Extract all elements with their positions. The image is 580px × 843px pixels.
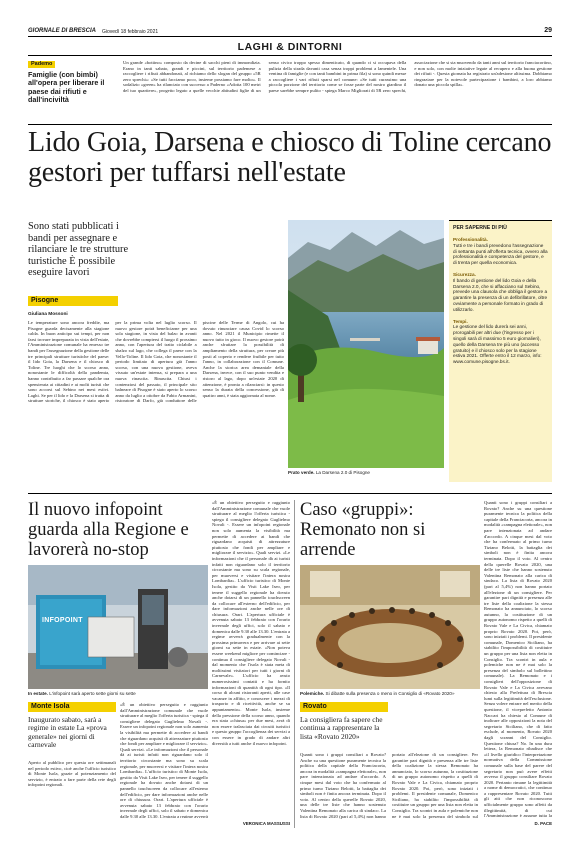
main-location-tag: Pisogne xyxy=(28,296,118,306)
main-body: Le temperature sono ancora freddie, ma Pisogne guarda decisamente alla stagione calda. In buon anticipo sui tempi, per non farsi trovare impreparata in vista dell'estate, l'Amministrazione comunale ha emesso tre bandi per l'assegnazione della gestione delle tre principali strutture turistiche del paese: il lido Goia, la Darsena e il chiosco di Toline. Tre luoghi che lo scorso anno, nonostante le difficoltà della pandemia, hanno contribuito a far passare qualche ora spensierata ai cittadini e ai molti turisti che sono accorsi sul Sebino nei mesi estivi. Laghi. Se per il lido e la Darsena si tratta di strutture storiche, il chiosco è stato aperto per la prima volta nel luglio scorso. Il nuovo gestore potrà beneficiarne per una sola stagione, in vista del balzo in avanti che dovrebbe compiersi il luogo il prossimo anno, con l'apertura del tratto ciclabile a sbalzo sul lago, che collega il paese con la Vello-Toline. Il lido Goia, che nonostante il periodo limitato di apertura già l'anno scorso, con una nuova gestione, aveva vissuto un'estate intensa, si prepara a una nuova rinascita. Rinascita. Chiusi i contenziosi del passato, il principale sito balneare di Pisogne è stato aperto lo scorso anno da luglio a ottobre da Fabio Armanini, ristoratore di Darfo, già conduttore delle piscine delle Terme di Angolo, cui ha dovuto rinunciare causa Covid lo scorso anno. Nel 2021 il Municipio rimette il nuovo tutto in gioco. Il nuovo gestore potrà anche sfruttare la possibilità di ampliamento della struttura, per creare più posti al coperto e rendere fruibile per tutto l'anno, in collaborazione con il Comune. Anche la storica area demaniale della Darsena, invece, con il suo punto vendita e ristoro al lago, dopo un'estate 2020 di attenzione, è pronta a rilanciarsi: in questo senso la durata della concessione, già di quattro anni, è stata aggiornata al nome. xyxy=(28,320,284,404)
infopoint-sign-image xyxy=(28,565,208,689)
infopoint-headline: Il nuovo infopoint guarda alla Regione e lavorerà no-stop xyxy=(28,500,189,560)
caso-photo xyxy=(300,565,480,689)
caso-author: D. PACE xyxy=(534,821,552,826)
sidebar-item-text: Le gestione del lido durerà sei anni, prorogabili per altri due (l'ingresso per i singoli sarà di massimo 5 euro giornalieri), quello della Darsena tre più uno (accesso gratuito) e il chiosco solo per la stagione estiva 2021. Offerte entro il 12 marzo, info: www.comune.pisogne.bs.it. xyxy=(453,324,542,365)
main-photo-caption-lead: Prato verde. xyxy=(288,470,315,475)
caso-caption xyxy=(300,691,480,697)
main-story-rule xyxy=(28,493,552,494)
caso-body: Quanti sono i gruppi consiliari a Rovato? Anche su una questione puramente tecnica la politica della capitale della Franciacorta, ancora in modalità «campagna elettorale», non pare intenzionata ad andare d'accordo. A cinque mesi dal voto che ha confermato al primo turno Tiziano Belotti, la battaglia dei simboli non è finita ancora terminata. Dopo il voto. Al centro della querelle Rovato 2020, una delle tre liste che hanno sostenuto Valentina Remonato alla carica di sindaco. La lista di Rovato 2020 (pari al 5,4%) non hanno portato all'elezione di un consigliere. Per garantire pari dignità e presenza alle tre liste della coalizione la stessa Remonato ha annunciato, lo scorso autunno, la costituzione di un gruppo autonomo rispetto a quelli di Rovato Vale e La Civica, chiamato proprio Rovato 2020. Poi, però, sono iniziati i problemi. Il presidente comunale, Domenico Siciliano, ha stabilito l'impossibilità di costituire un gruppo per una lista non eletta in Consiglio. Tra scontri in aula e polemiche non ne è mai solo la presenza del simbolo sul xyxy=(300,752,478,819)
top-story-headline: Famiglie (con bimbi) all'opera per liberare il paese dai rifiuti e dall'inciviltà xyxy=(28,70,105,104)
page-number: 29 xyxy=(544,27,552,34)
infopoint-photo xyxy=(28,565,208,689)
caso-body-continued: Quanti sono i gruppi consiliari a Rovato? Anche su una questione puramente tecnica la politica della capitale della Franciacorta, ancora in modalità «campagna elettorale», non pare intenzionata ad andare d'accordo. A cinque mesi dal voto che ha confermato al primo turno Tiziano Belotti, la battaglia dei simboli non è finita ancora terminata. Dopo il voto. Al centro della querelle Rovato 2020, una delle tre liste che hanno sostenuto Valentina Remonato alla carica di sindaco. La lista di Rovato 2020 (pari al 5,4%) non hanno portato all'elezione di un consigliere. Per garantire pari dignità e presenza alle tre liste della coalizione la stessa Remonato ha annunciato, lo scorso autunno, la costituzione di un gruppo autonomo rispetto a quelli di Rovato Vale e La Civica, chiamato proprio Rovato 2020. Poi, però, sono iniziati i problemi. Il presidente comunale, Domenico Siciliano, ha stabilito l'impossibilità di costituire un gruppo per una lista non eletta in Consiglio. Tra scontri in aula e polemiche non ne è mai solo la presenza del simbolo sul bollettino comunale). La Remonato e i consiglieri dell'opposizione di Rovato Vale e La Civica avevano chiesto alla Prefettura di Brescia lumi sulla legittimità dell'esclusione. Senza volere entrare nel merito della questione, il viceprefetto Antonio Naccari ha chiesto al Comune di inoltrare alle opposizioni la nota del segretario Siciliano, che di fatto esclude, al momento, Rovato 2020 dagli scranni del Consiglio. Questione chiusa? No. In una dura lettera, la Remonato ribadisce che «il livello giuridico l'interpretazione normativa della Commissione comunale sulla base del parere del segretario non può avere effetti avverso il gruppo consiliare Rovato 2020. Pertanto rimane la legittimità a nome di democratici, che continuo a rappresentare Rovato 2020. Tutti gli atti che non riconoscono ufficialmente gruppo sono affetti da illegittimità, di cui l'Amministrazione è assume tutta la xyxy=(484,500,552,819)
infopoint-caption-lead: In estate. xyxy=(28,691,48,696)
caso-caption-lead: Polemiche. xyxy=(300,691,325,696)
masthead: GIORNALE DI BRESCIA xyxy=(28,28,97,34)
sidebar-item-lead: Professionalità. xyxy=(453,237,488,242)
sidebar-item-lead: Tempi. xyxy=(453,318,468,324)
caso-location-tag: Rovato xyxy=(300,702,388,712)
column-divider xyxy=(294,500,295,828)
infopoint-caption-text: L'infopoint sarà aperto sette giorni su sette xyxy=(49,691,136,696)
main-author: Giuliana Mossoni xyxy=(28,312,68,317)
top-story-rule xyxy=(28,124,552,125)
main-subheadline: Sono stati pubblicati i bandi per assegnare e rilanciare le tre strutture turistiche È possibile eseguire lavori xyxy=(28,221,129,279)
infopoint-body-intro: Aperto al pubblico per questa ore settimanali nel periodo estivo, cioè anche l'ufficio turistico di Monte Isola, grazie al potenziamento del servizio, è entrato a fare parte della rete degli infopoint regionali. xyxy=(28,760,116,788)
main-photo xyxy=(288,220,444,468)
infopoint-location-tag: Monte Isola xyxy=(28,702,116,712)
lake-landscape-image xyxy=(288,220,444,468)
top-story-tag: Pademo xyxy=(28,61,55,68)
sidebar-item xyxy=(453,237,548,266)
infopoint-body-continued: «È un obiettivo perseguito e raggiunto dall'Amministrazione comunale che vuole strutturare al meglio l'offerta turistica - spiega il consigliere delegato Guglielmo Novali -. Essere un infopoint regionale non solo aumenta la visibilità ma permette di accedere ai bandi che riguardano acquisti di attrezzature piuttosto che fondi per ampliare e migliorare il servizio». Quali servizi. «Le informazioni che il personale dà ai turisti infatti non riguardano solo il territorio circostante ma sono su scala regionale, per muoversi e visitare l'intera nostra Lombardia». L'ufficio turistico di Monte Isola, gestito da Visit Lake Iseo, per tenere il suggello regionale ha dovuto anche dotarsi di un pannello touchscreen da collocare all'esterno dell'edificio, per dare informazioni anche nelle ore di chiusura. Orari. L'apertura ufficiale è avvenuta sabato 13 febbraio con l'orario invernale degli uffici, solo il sabato e domenica dalle 9.30 alle 13.30. L'entrata a regime avverrà gradualmente con la prossima primavera e per arrivare ai sette giorni su sette in estate. «Non poteva essere weekend migliore per cominciare - continua il consigliere delegato Novali - dal momento che l'isola è stata meta di moltissimi visitatori per tutti i giorni di Carnevale». L'ufficio ha avuto numerosissimi contatti e ha fornito informazioni di quantità di ogni tipo. «Il corso di alcuni ristoranti aperti, alle case vacanze in affitto, e conoscere i mezzi di trasporto e di ricettività, anche se su appuntamento». Monte Isola, insieme della pressione della scorso anno, quando era stata «chiusa» per due mesi, avrà di non essere tralasciata dai circuiti turistici e questo gruppo l'accoglienza dei servizi a con essere in grado di andare altri diversità a tutti anche il nuovo infopoint. xyxy=(212,500,290,746)
infopoint-subheadline: Inaugurato sabato, sarà a regime in estate La «prova generale» nei giorni di carnevale xyxy=(28,715,107,749)
infopoint-author: VERONICA MASSUSSI xyxy=(242,821,290,826)
main-headline: Lido Goia, Darsena e chiosco di Toline cercano gestori per tuffarsi nell'estate xyxy=(28,127,552,188)
infopoint-body-quote: «È un obiettivo perseguito e raggiunto dall'Amministrazione comunale che vuole strutturare al meglio l'offerta turistica - spiega il consigliere delegato Guglielmo Novali -. Essere un infopoint regionale non solo aumenta la visibilità ma permette di accedere ai bandi che riguardano acquisti di attrezzature piuttosto che fondi per ampliare e migliorare il servizio». Quali servizi. «Le informazioni che il personale dà ai turisti infatti non riguardano solo il territorio circostante ma sono su scala regionale, per muoversi e visitare l'intera nostra Lombardia». L'ufficio turistico di Monte Isola, gestito da Visit Lake Iseo, per tenere il suggello regionale ha dovuto anche dotarsi di un pannello touchscreen da collocare all'esterno dell'edificio, per dare informazioni anche nelle ore di chiusura. Orari. L'apertura ufficiale è avvenuta sabato 13 febbraio con l'orario invernale degli uffici, solo il sabato e domenica dalle 9.30 alle 13.30. L'entrata a regime avverrà xyxy=(120,702,208,818)
main-photo-caption-text: La Darsena 2.0 di Pisogne xyxy=(315,470,370,475)
masthead-bar xyxy=(28,28,552,37)
sidebar-item xyxy=(453,272,548,313)
council-room-image xyxy=(300,565,480,689)
sidebar-item-text: Tutti e tre i bandi prevedono l'assegnazione di settanta punti all'offerta tecnica, ovvero alla professionalità e competenza del gestore, e di trenta per quella economica. xyxy=(453,242,548,266)
issue-date: Giovedì 18 febbraio 2021 xyxy=(102,28,159,35)
caso-caption-text: Si dibatte sulla presenza o meno in Consiglio di «Rovato 2020» xyxy=(325,691,455,696)
sidebar-box xyxy=(449,220,552,482)
sidebar-item-text: Il bando di gestione del lido Goia e della Darsena 2.0, che si affacciano sul Sebino, prevede una clausola che obbliga il gestore a garantire la presenza di un defibrillatore, oltre ovviamente a personale formato in grado di utilizzarlo. xyxy=(453,277,548,312)
infopoint-caption xyxy=(28,691,208,697)
infopoint-sign-label: INFOPOINT xyxy=(42,617,83,624)
main-photo-caption xyxy=(288,470,444,476)
infopoint-body-col2 xyxy=(212,500,290,820)
caso-headline: Caso «gruppi»: Remonato non si arrende xyxy=(300,500,426,560)
caso-body-col3 xyxy=(484,500,552,820)
sidebar-item xyxy=(453,319,548,365)
section-rule xyxy=(28,55,552,56)
sidebar-item-lead: Sicurezza. xyxy=(453,271,476,277)
top-story-body: Un grande «bottino» composto da decine di sacchi pieni di immondizia. Erano in tanti sabato, grandi e piccini, sul territorio pademese a raccogliere i rifiuti abbandonati, al richiamo dello slogan del gruppo «5R zero sprechi»: «Se tutti facciamo poco, insieme possiamo fare molto». Il sodalizio «green» ha rilanciato con successo a Paderno «Adotta 100 metri del tuo quartiere», progetto legato a quelle vecchie abitudini figlie di un senso civico troppo spesso dimenticato, di quando ci si occupava della pulizia della strada davanti casa senza troppi problemi a lamentele. Una ventina di famiglie (e con tanti bambini in prima fila) si sono quindi messe a raccogliere i vari rifiuti sparsi nel comune: «Se tutti curassimo una piccola porzione del territorio come se fosse parte del nostro giardino il paese sarebbe sempre pulito - spiega Marco Migliorati di 5R zero sprechi, associazione che si sta muovendo da tanti anni sul territorio franciacortino, e non solo, con molte iniziative legate al recupero e alla buona gestione dei rifiuti -. Questa giornata ha registrato un'adesione altissima. Dobbiamo ringraziare per la notevole partecipazione i bambini, a loro abbiamo donato una piccola spilla». xyxy=(123,60,552,93)
caso-subheadline: La consigliera fa sapere che continua a rappresentare la lista «Rovato 2020» xyxy=(300,715,383,741)
section-title: LAGHI & DINTORNI xyxy=(237,41,343,53)
sidebar-title: PER SAPERNE DI PIÙ xyxy=(453,225,507,231)
